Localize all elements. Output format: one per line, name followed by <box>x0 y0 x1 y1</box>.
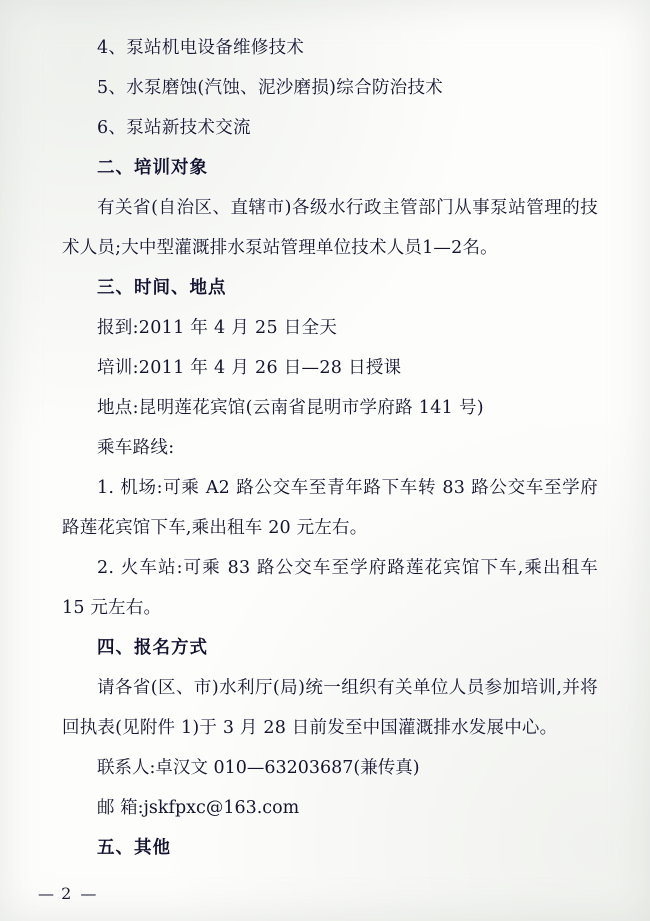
route-railway: 2. 火车站:可乘 83 路公交车至学府路莲花宾馆下车,乘出租车 15 元左右。 <box>62 558 598 618</box>
list-item-5: 5、水泵磨蚀(汽蚀、泥沙磨损)综合防治技术 <box>97 78 444 98</box>
footer-dash-left: — <box>38 884 54 903</box>
paragraph-trainees: 有关省(自治区、直辖市)各级水行政主管部门从事泵站管理的技术人员;大中型灌溉排水泵站管理单位技术人员1—2名。 <box>62 198 598 258</box>
section-heading-4: 四、报名方式 <box>97 638 208 658</box>
route-label: 乘车路线: <box>97 438 175 458</box>
page-footer <box>0 884 650 903</box>
list-item-4: 4、泵站机电设备维修技术 <box>97 38 305 58</box>
section-heading-2: 二、培训对象 <box>97 158 208 178</box>
training-time: 培训:2011 年 4 月 26 日—28 日授课 <box>97 358 402 378</box>
registration-time: 报到:2011 年 4 月 25 日全天 <box>97 318 338 338</box>
section-heading-3: 三、时间、地点 <box>97 278 227 298</box>
page-number: 2 <box>61 884 74 903</box>
footer-dash-right: — <box>80 884 97 903</box>
paragraph-registration: 请各省(区、市)水利厅(局)统一组织有关单位人员参加培训,并将回执表(见附件 1)于 3 月 28 日前发至中国灌溉排水发展中心。 <box>62 678 598 738</box>
list-item-6: 6、泵站新技术交流 <box>97 118 251 138</box>
venue-address: 地点:昆明莲花宾馆(云南省昆明市学府路 141 号) <box>97 398 484 418</box>
contact-person: 联系人:卓汉文 010—63203687(兼传真) <box>97 758 420 778</box>
document-body <box>62 28 598 868</box>
section-heading-5: 五、其他 <box>97 838 171 858</box>
route-airport: 1. 机场:可乘 A2 路公交车至青年路下车转 83 路公交车至学府路莲花宾馆下车,乘出租车 20 元左右。 <box>62 478 598 538</box>
contact-email: 邮 箱:jskfpxc@163.com <box>97 798 300 818</box>
